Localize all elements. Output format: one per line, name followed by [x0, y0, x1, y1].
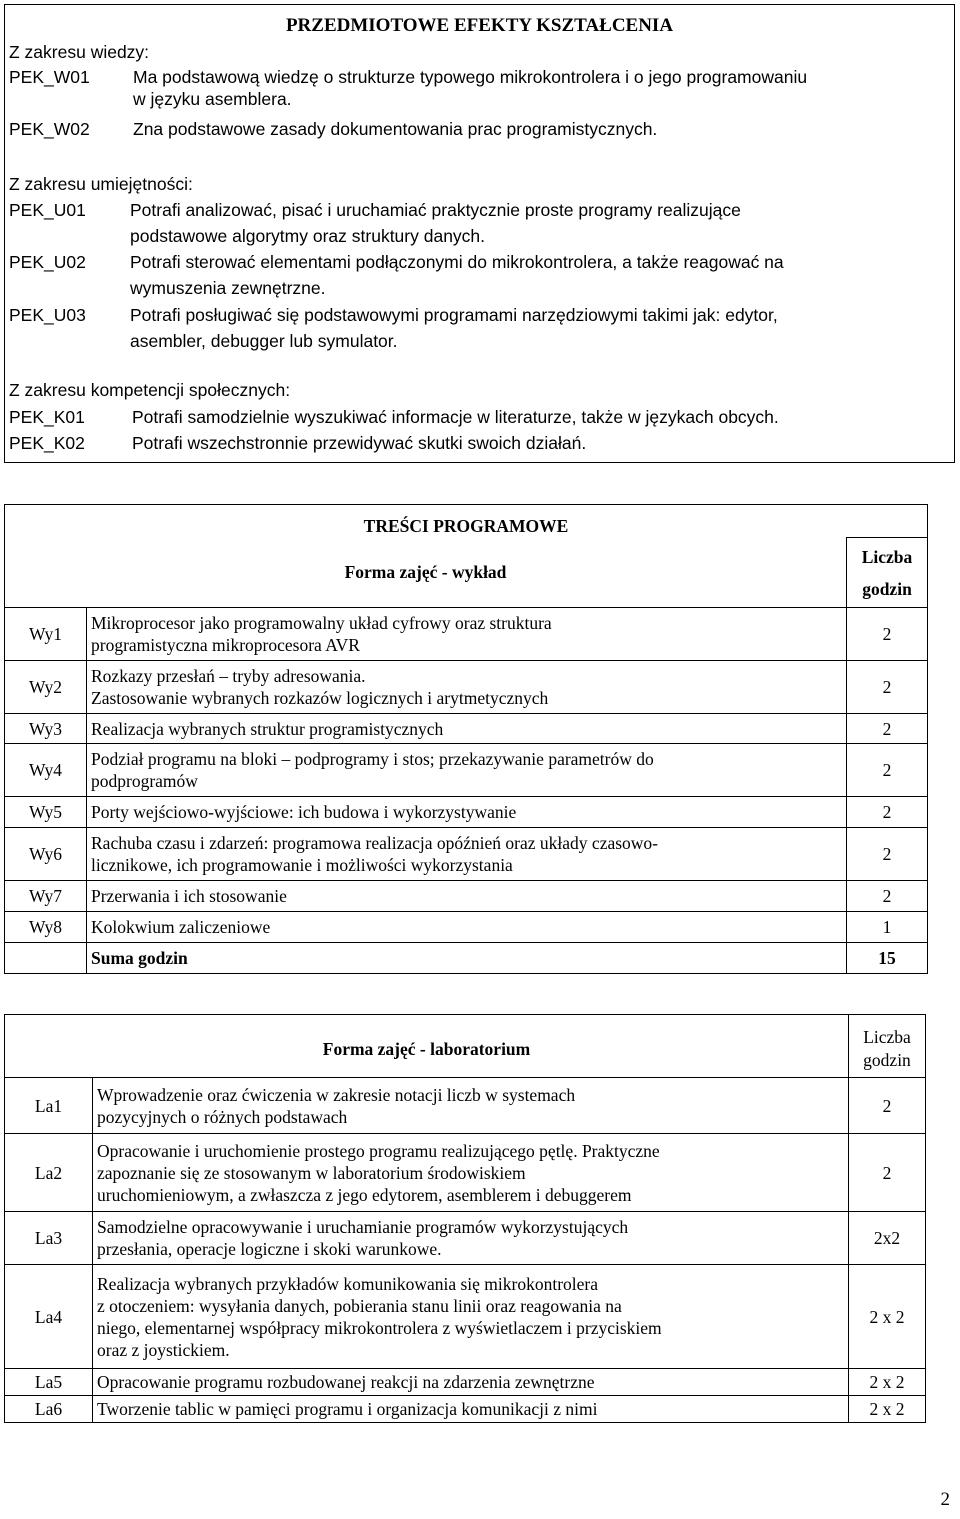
- social-heading: Z zakresu kompetencji społecznych:: [9, 380, 291, 400]
- lab-row: [5, 1265, 926, 1369]
- lecture-row: [5, 797, 928, 828]
- lab-hours: 2 x 2: [849, 1265, 926, 1369]
- lecture-id: Wy5: [5, 797, 87, 828]
- outcome-text: Potrafi analizować, pisać i uruchamiać praktycznie proste programy realizujące: [130, 200, 741, 220]
- lab-row: [5, 1369, 926, 1396]
- outcome-text: Ma podstawową wiedzę o strukturze typowego mikrokontrolera i o jego programowaniu: [133, 67, 808, 87]
- lab-id: La6: [5, 1396, 93, 1423]
- lecture-row: [5, 714, 928, 744]
- outcome-text: wymuszenia zewnętrzne.: [130, 278, 326, 298]
- lab-topic: Samodzielne opracowywanie i uruchamianie programów wykorzystujących przesłania, operacje logiczne i skoki warunkowe.: [93, 1212, 849, 1265]
- lab-row: [5, 1134, 926, 1212]
- outcome-code: PEK_K02: [9, 433, 85, 453]
- lab-hours: 2: [849, 1134, 926, 1212]
- lecture-sum-row: [5, 943, 928, 974]
- outcome-code: PEK_W02: [9, 119, 90, 139]
- lecture-row: [5, 608, 928, 661]
- lab-topic: Opracowanie programu rozbudowanej reakcji na zdarzenia zewnętrzne: [93, 1369, 849, 1396]
- lecture-hours: 2: [847, 797, 928, 828]
- lecture-row: [5, 744, 928, 797]
- outcome-code: PEK_U03: [9, 305, 86, 325]
- lecture-id: Wy6: [5, 828, 87, 881]
- outcome-code: PEK_U01: [9, 200, 86, 220]
- lab-hours: 2 x 2: [849, 1369, 926, 1396]
- lecture-id: Wy3: [5, 714, 87, 744]
- lecture-row: [5, 912, 928, 943]
- lecture-id: Wy8: [5, 912, 87, 943]
- lecture-topic: Rozkazy przesłań – tryby adresowania. Zastosowanie wybranych rozkazów logicznych i arytmetycznych: [87, 661, 847, 714]
- outcome-text: asembler, debugger lub symulator.: [130, 331, 398, 351]
- outcome-code: PEK_W01: [9, 67, 90, 87]
- lab-row: [5, 1212, 926, 1265]
- lecture-hours: 2: [847, 744, 928, 797]
- outcome-text: podstawowe algorytmy oraz struktury danych.: [130, 226, 486, 246]
- lab-id: La5: [5, 1369, 93, 1396]
- labs-table: [4, 1014, 926, 1423]
- lecture-topic: Mikroprocesor jako programowalny układ cyfrowy oraz struktura programistyczna mikroprocesora AVR: [87, 608, 847, 661]
- lab-topic: Realizacja wybranych przykładów komunikowania się mikrokontrolera z otoczeniem: wysyłania danych, pobierania stanu linii oraz reagowania na niego, elementarnej współpracy mikrokontrolera z wyświetlaczem i przyciskiem oraz z joystickiem.: [93, 1265, 849, 1369]
- lecture-form-header: Forma zajęć - wykład: [5, 538, 847, 608]
- lecture-hours: 2: [847, 881, 928, 912]
- lecture-hours-header: Liczba godzin: [847, 538, 928, 608]
- lecture-id: Wy4: [5, 744, 87, 797]
- lecture-hours: 2: [847, 608, 928, 661]
- lab-row: [5, 1078, 926, 1134]
- learning-outcomes-title: PRZEDMIOTOWE EFEKTY KSZTAŁCENIA: [285, 15, 674, 36]
- lab-topic: Tworzenie tablic w pamięci programu i organizacja komunikacji z nimi: [93, 1396, 849, 1423]
- lecture-topic: Kolokwium zaliczeniowe: [87, 912, 847, 943]
- lecture-row: [5, 828, 928, 881]
- lab-row: [5, 1396, 926, 1423]
- lab-id: La2: [5, 1134, 93, 1212]
- skills-heading: Z zakresu umiejętności:: [9, 174, 193, 194]
- lecture-row: [5, 881, 928, 912]
- lecture-topic: Rachuba czasu i zdarzeń: programowa realizacja opóźnień oraz układy czasowo- licznikowe, ich programowanie i możliwości wykorzystania: [87, 828, 847, 881]
- lab-hours: 2: [849, 1078, 926, 1134]
- lecture-id: Wy1: [5, 608, 87, 661]
- lecture-topic: Realizacja wybranych struktur programistycznych: [87, 714, 847, 744]
- sum-label: Suma godzin: [87, 943, 847, 974]
- lab-hours: 2x2: [849, 1212, 926, 1265]
- lab-id: La3: [5, 1212, 93, 1265]
- lab-id: La1: [5, 1078, 93, 1134]
- lab-hours-header: Liczba godzin: [849, 1015, 926, 1078]
- sum-value: 15: [847, 943, 928, 974]
- lecture-topic: Przerwania i ich stosowanie: [87, 881, 847, 912]
- lecture-topic: Podział programu na bloki – podprogramy i stos; przekazywanie parametrów do podprogramów: [87, 744, 847, 797]
- lecture-id: Wy7: [5, 881, 87, 912]
- outcome-text: w języku asemblera.: [133, 89, 292, 109]
- lecture-hours: 2: [847, 661, 928, 714]
- outcome-code: PEK_K01: [9, 407, 85, 427]
- outcome-text: Potrafi wszechstronnie przewidywać skutki swoich działań.: [132, 433, 587, 453]
- outcome-text: Zna podstawowe zasady dokumentowania prac programistycznych.: [133, 119, 658, 139]
- lecture-hours: 2: [847, 828, 928, 881]
- outcome-text: Potrafi sterować elementami podłączonymi do mikrokontrolera, a także reagować na: [130, 252, 784, 272]
- outcome-text: Potrafi posługiwać się podstawowymi programami narzędziowymi takimi jak: edytor,: [130, 305, 778, 325]
- lab-form-header: Forma zajęć - laboratorium: [5, 1015, 849, 1078]
- lecture-hours: 1: [847, 912, 928, 943]
- lecture-id: Wy2: [5, 661, 87, 714]
- outcome-text: Potrafi samodzielnie wyszukiwać informacje w literaturze, także w językach obcych.: [132, 407, 779, 427]
- lab-hours: 2 x 2: [849, 1396, 926, 1423]
- lecture-hours: 2: [847, 714, 928, 744]
- lab-topic: Opracowanie i uruchomienie prostego programu realizującego pętlę. Praktyczne zapoznanie się ze stosowanym w laboratorium środowiskiem uruchomieniowym, a zwłaszcza z jego edytorem, asemblerem i debuggerem: [93, 1134, 849, 1212]
- page-number: 2: [940, 1489, 950, 1510]
- lecture-topic: Porty wejściowo-wyjściowe: ich budowa i wykorzystywanie: [87, 797, 847, 828]
- lab-topic: Wprowadzenie oraz ćwiczenia w zakresie notacji liczb w systemach pozycyjnych o różnych podstawach: [93, 1078, 849, 1134]
- lecture-row: [5, 661, 928, 714]
- lab-id: La4: [5, 1265, 93, 1369]
- outcome-code: PEK_U02: [9, 252, 86, 272]
- knowledge-heading: Z zakresu wiedzy:: [9, 42, 150, 62]
- lectures-table: [4, 504, 928, 974]
- program-contents-title: TREŚCI PROGRAMOWE: [5, 505, 928, 538]
